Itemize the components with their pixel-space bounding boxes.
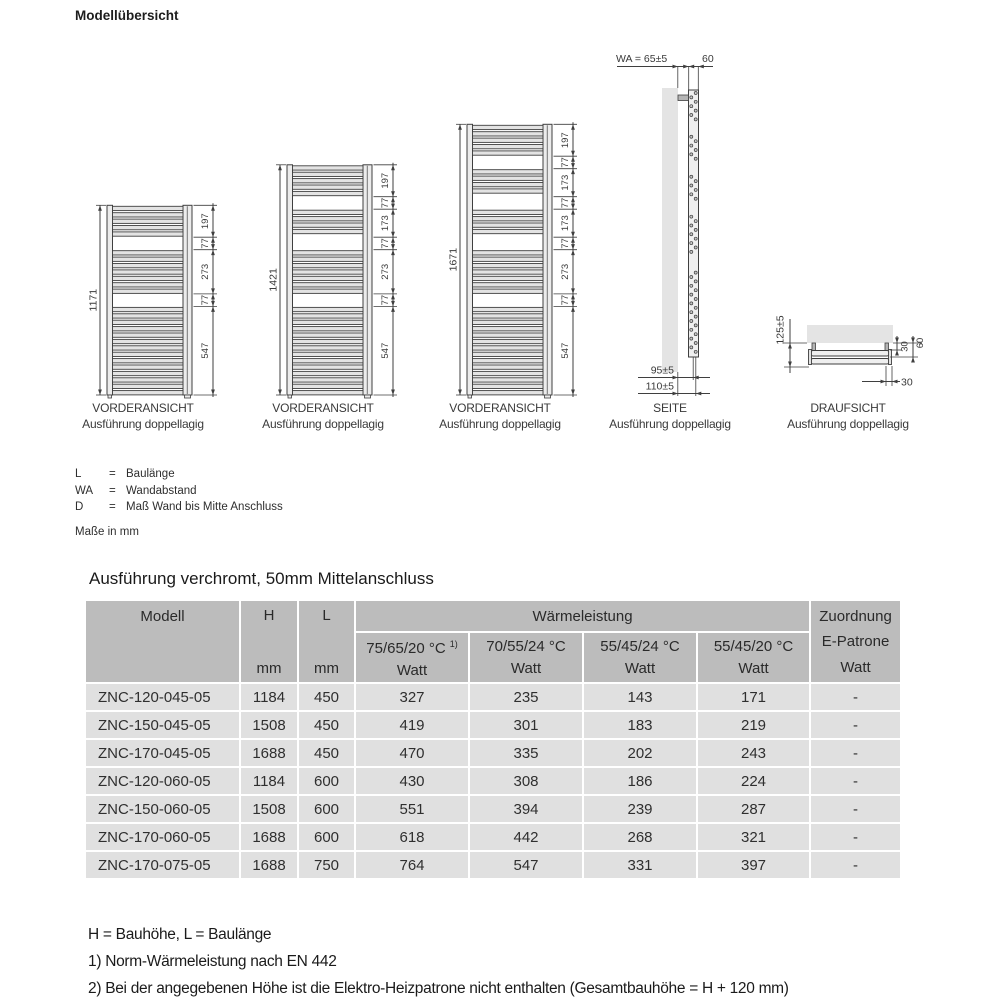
value-cell: 1688 xyxy=(241,824,297,850)
svg-text:547: 547 xyxy=(199,342,211,359)
column-header-l xyxy=(299,601,354,682)
svg-text:77: 77 xyxy=(559,197,571,209)
legend-key: D xyxy=(75,501,84,513)
column-header-h xyxy=(241,601,297,682)
temp-label: 55/45/20 °C xyxy=(713,637,794,655)
footnote-2: 2) Bei der angegebenen Höhe ist die Elektro-Heizpatrone nicht enthalten (Gesamtbauhöhe = H + 120 mm) xyxy=(88,980,789,997)
value-cell: 394 xyxy=(470,796,582,822)
value-cell: 450 xyxy=(299,712,354,738)
value-cell: - xyxy=(811,796,900,822)
svg-text:273: 273 xyxy=(559,263,571,280)
value-cell: 335 xyxy=(470,740,582,766)
caption-side-view xyxy=(570,401,770,432)
unit-watt: Watt xyxy=(510,659,542,677)
caption-title: DRAUFSICHT xyxy=(810,401,886,415)
svg-text:197: 197 xyxy=(559,132,571,149)
caption-front-view-1 xyxy=(43,401,243,432)
legend-row xyxy=(75,483,283,500)
column-header-temp-75-65-20 xyxy=(356,633,468,682)
svg-text:197: 197 xyxy=(379,172,391,189)
svg-text:77: 77 xyxy=(559,238,571,249)
table-row xyxy=(86,796,900,822)
value-cell: 430 xyxy=(356,768,468,794)
legend-key: L xyxy=(75,468,82,480)
dimension-legend xyxy=(75,466,283,516)
svg-text:WA = 65±5: WA = 65±5 xyxy=(616,53,668,65)
spec-table-wrap xyxy=(84,599,902,880)
column-header-temp-70-55-24 xyxy=(470,633,582,682)
value-cell: - xyxy=(811,684,900,710)
page-title: Modellübersicht xyxy=(75,8,179,23)
legend-value: Maß Wand bis Mitte Anschluss xyxy=(126,501,283,513)
caption-title: SEITE xyxy=(653,401,687,415)
column-header-model-label: Modell xyxy=(140,608,185,625)
svg-text:273: 273 xyxy=(199,263,211,280)
table-row xyxy=(86,852,900,878)
value-cell: 442 xyxy=(470,824,582,850)
legend-equals: = xyxy=(109,484,116,497)
unit-watt: Watt xyxy=(396,662,428,679)
value-cell: 186 xyxy=(584,768,696,794)
model-cell: ZNC-150-045-05 xyxy=(86,712,239,738)
svg-text:77: 77 xyxy=(379,238,391,249)
value-cell: 301 xyxy=(470,712,582,738)
svg-text:547: 547 xyxy=(379,342,391,359)
value-cell: - xyxy=(811,768,900,794)
value-cell: 239 xyxy=(584,796,696,822)
model-cell: ZNC-120-060-05 xyxy=(86,768,239,794)
legend-value: Wandabstand xyxy=(126,484,197,497)
model-cell: ZNC-150-060-05 xyxy=(86,796,239,822)
unit-watt: Watt xyxy=(738,659,769,677)
svg-text:125±5: 125±5 xyxy=(774,315,787,345)
value-cell: 235 xyxy=(470,684,582,710)
svg-text:95±5: 95±5 xyxy=(650,364,674,377)
front-view-drawing xyxy=(448,122,577,398)
svg-text:273: 273 xyxy=(379,263,391,280)
caption-subtitle: Ausführung doppellagig xyxy=(82,417,204,431)
temp-label: 55/45/24 °C xyxy=(600,637,680,655)
units-note: Maße in mm xyxy=(75,526,139,538)
table-row xyxy=(86,712,900,738)
table-row xyxy=(86,684,900,710)
caption-title: VORDERANSICHT xyxy=(272,401,374,415)
top-view-drawing xyxy=(775,315,926,388)
legend-value: Baulänge xyxy=(126,468,175,480)
column-header-temp-55-45-24 xyxy=(584,633,696,682)
table-row xyxy=(86,824,900,850)
value-cell: 287 xyxy=(698,796,809,822)
svg-text:30: 30 xyxy=(901,376,913,389)
table-title: Ausführung verchromt, 50mm Mittelanschluss xyxy=(89,569,434,588)
value-cell: 224 xyxy=(698,768,809,794)
value-cell: - xyxy=(811,712,900,738)
model-cell: ZNC-170-060-05 xyxy=(86,824,239,850)
footnote-hl: H = Bauhöhe, L = Baulänge xyxy=(88,926,272,943)
value-cell: 321 xyxy=(698,824,809,850)
footnote-1: 1) Norm-Wärmeleistung nach EN 442 xyxy=(88,953,337,970)
svg-text:197: 197 xyxy=(199,213,211,230)
legend-row xyxy=(75,499,283,516)
value-cell: 1688 xyxy=(241,740,297,766)
caption-title: VORDERANSICHT xyxy=(92,401,194,415)
value-cell: 219 xyxy=(698,712,809,738)
e-cartridge-line1: Zuordnung xyxy=(819,607,892,625)
front-view-drawing xyxy=(268,163,397,398)
e-cartridge-line3: Watt xyxy=(840,658,871,676)
value-cell: 551 xyxy=(356,796,468,822)
legend-row xyxy=(75,466,283,483)
temp-label: 70/55/24 °C xyxy=(486,637,566,655)
value-cell: 600 xyxy=(299,768,354,794)
value-cell: 397 xyxy=(698,852,809,878)
svg-text:77: 77 xyxy=(379,294,391,306)
legend-equals: = xyxy=(109,501,116,513)
value-cell: 547 xyxy=(470,852,582,878)
caption-top-view xyxy=(748,401,948,432)
column-header-temp-55-45-20 xyxy=(698,633,809,682)
value-cell: 1688 xyxy=(241,852,297,878)
model-cell: ZNC-170-075-05 xyxy=(86,852,239,878)
column-unit-mm: mm xyxy=(314,659,339,677)
svg-text:173: 173 xyxy=(559,174,571,191)
footnote-marker: 1) xyxy=(449,639,458,649)
value-cell: 419 xyxy=(356,712,468,738)
value-cell: 470 xyxy=(356,740,468,766)
value-cell: 308 xyxy=(470,768,582,794)
svg-text:77: 77 xyxy=(559,294,571,306)
svg-text:77: 77 xyxy=(199,238,211,249)
svg-text:60: 60 xyxy=(702,53,714,65)
caption-front-view-2 xyxy=(223,401,423,432)
svg-text:1171: 1171 xyxy=(87,288,100,312)
value-cell: 1508 xyxy=(241,796,297,822)
svg-text:60: 60 xyxy=(914,337,926,349)
value-cell: 450 xyxy=(299,684,354,710)
footnotes xyxy=(88,921,789,1000)
column-unit-mm: mm xyxy=(256,659,282,677)
legend-equals: = xyxy=(109,468,116,480)
value-cell: 600 xyxy=(299,796,354,822)
caption-subtitle: Ausführung doppellagig xyxy=(262,417,384,431)
table-row xyxy=(86,768,900,794)
svg-text:547: 547 xyxy=(559,342,571,359)
model-cell: ZNC-120-045-05 xyxy=(86,684,239,710)
value-cell: 600 xyxy=(299,824,354,850)
value-cell: 183 xyxy=(584,712,696,738)
value-cell: 1508 xyxy=(241,712,297,738)
e-cartridge-line2: E-Patrone xyxy=(821,633,890,650)
value-cell: 327 xyxy=(356,684,468,710)
value-cell: 331 xyxy=(584,852,696,878)
value-cell: 750 xyxy=(299,852,354,878)
column-group-heat-output: Wärmeleistung xyxy=(356,601,809,631)
svg-text:77: 77 xyxy=(559,157,571,168)
unit-watt: Watt xyxy=(624,659,656,677)
caption-subtitle: Ausführung doppellagig xyxy=(787,417,909,431)
value-cell: 618 xyxy=(356,824,468,850)
value-cell: 171 xyxy=(698,684,809,710)
value-cell: 243 xyxy=(698,740,809,766)
technical-drawings xyxy=(0,0,1000,450)
svg-text:110±5: 110±5 xyxy=(645,380,674,393)
column-header-e-cartridge xyxy=(811,601,900,682)
side-view-drawing xyxy=(616,53,714,396)
svg-text:1421: 1421 xyxy=(267,268,280,292)
front-view-drawing xyxy=(88,203,217,398)
value-cell: 1184 xyxy=(241,768,297,794)
svg-text:1671: 1671 xyxy=(447,247,460,272)
column-header-h-label: H xyxy=(263,606,275,624)
svg-text:173: 173 xyxy=(379,215,391,232)
svg-text:77: 77 xyxy=(379,197,391,209)
svg-text:77: 77 xyxy=(199,294,211,306)
caption-title: VORDERANSICHT xyxy=(449,401,551,415)
column-header-l-label: L xyxy=(322,606,331,624)
table-row xyxy=(86,740,900,766)
legend-key: WA xyxy=(75,484,94,497)
spec-table xyxy=(84,599,902,880)
caption-subtitle: Ausführung doppellagig xyxy=(439,417,561,431)
value-cell: 268 xyxy=(584,824,696,850)
value-cell: 202 xyxy=(584,740,696,766)
temp-label: 75/65/20 °C xyxy=(366,640,446,657)
value-cell: 450 xyxy=(299,740,354,766)
value-cell: - xyxy=(811,852,900,878)
svg-text:173: 173 xyxy=(559,215,571,232)
value-cell: - xyxy=(811,824,900,850)
value-cell: 1184 xyxy=(241,684,297,710)
column-header-model xyxy=(86,601,239,682)
caption-subtitle: Ausführung doppellagig xyxy=(609,417,731,431)
value-cell: 143 xyxy=(584,684,696,710)
value-cell: - xyxy=(811,740,900,766)
svg-text:30: 30 xyxy=(899,341,911,352)
value-cell: 764 xyxy=(356,852,468,878)
model-cell: ZNC-170-045-05 xyxy=(86,740,239,766)
